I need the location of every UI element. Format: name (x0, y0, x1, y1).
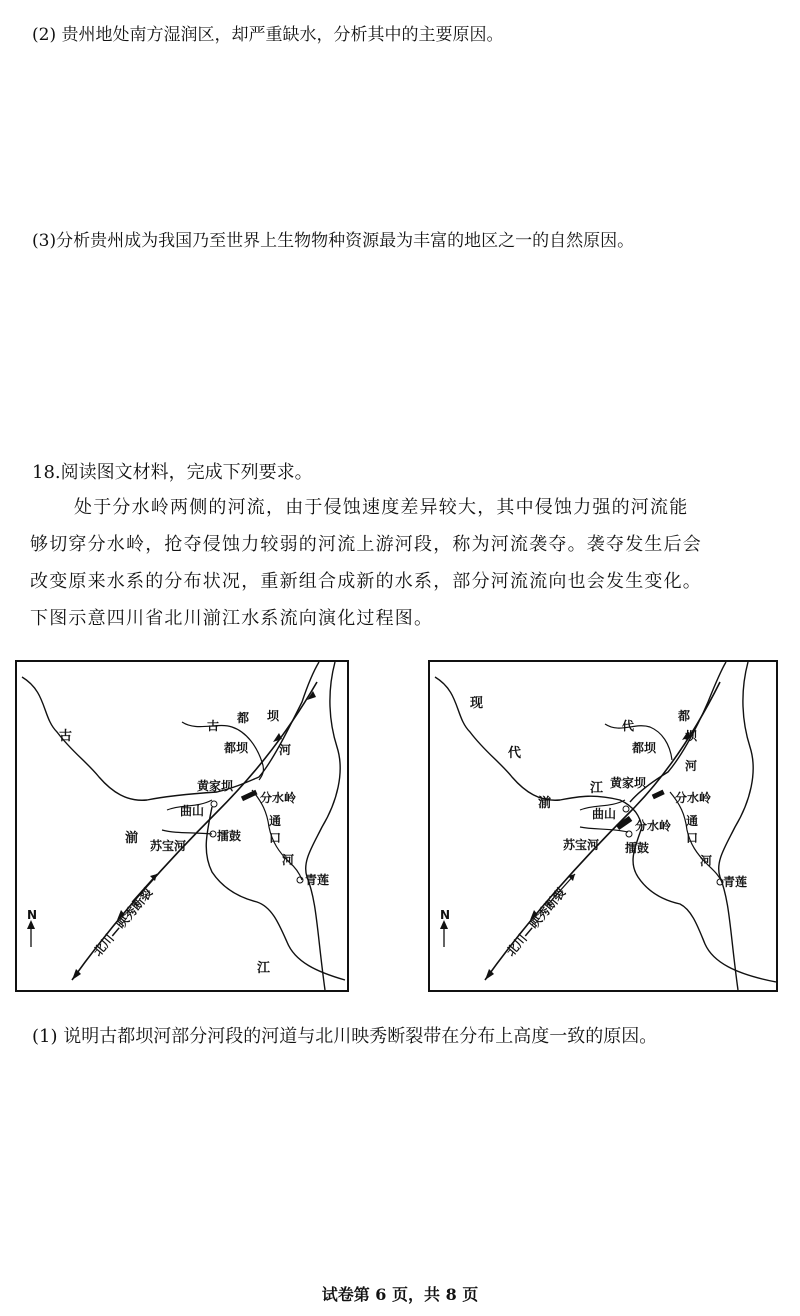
river-subao (162, 830, 212, 834)
paragraph-line: 够切穿分水岭，抢夺侵蚀力较弱的河流上游河段，称为河流袭夺。袭夺发生后会 (30, 534, 702, 555)
label-ba: 坝 (685, 729, 698, 743)
label-gudu-3: 坝 (267, 709, 280, 723)
label-gu: 古 (59, 729, 73, 744)
label-jiang: 江 (257, 961, 271, 976)
map-ancient-drainage (15, 660, 349, 992)
label-dubao: 都坝 (224, 741, 249, 755)
label-gudu-4: 河 (279, 743, 292, 757)
label-north: N (27, 908, 38, 922)
map-modern-drainage (428, 660, 778, 992)
label-jian: 湔 (125, 831, 139, 846)
label-fault: 北川—映秀断裂 (90, 885, 156, 959)
question-17-2: (2) 贵州地处南方湿润区，却严重缺水，分析其中的主要原因。 (32, 25, 504, 45)
label-tongkou-3: 河 (282, 853, 295, 867)
river-guduba (182, 722, 263, 780)
question-18-1: (1) 说明古都坝河部分河段的河道与北川映秀断裂带在分布上高度一致的原因。 (32, 1026, 658, 1047)
label-dai-2: 代 (622, 719, 635, 733)
label-tongkou-3: 河 (700, 854, 713, 868)
label-qinglian: 青莲 (305, 873, 330, 887)
label-jiang: 江 (590, 781, 604, 796)
river-lower-jianjiang (633, 827, 776, 982)
label-fenshuiling: 分水岭 (260, 791, 297, 805)
label-dai: 代 (508, 746, 522, 761)
question-17-3: (3)分析贵州成为我国乃至世界上生物物种资源最为丰富的地区之一的自然原因。 (32, 231, 635, 251)
town-leigu (626, 831, 632, 837)
watershed-marker (652, 790, 665, 800)
town-qushan (623, 806, 629, 812)
river-east (306, 662, 340, 990)
page-footer: 试卷第 6 页，共 8 页 (321, 1285, 479, 1304)
river-east (719, 662, 753, 990)
label-qinglian: 青莲 (723, 875, 748, 889)
label-dubao: 都坝 (632, 741, 657, 755)
label-subao: 苏宝河 (150, 839, 187, 853)
label-north: N (440, 908, 451, 922)
label-fenshuiling: 分水岭 (675, 791, 712, 805)
town-qushan (211, 801, 217, 807)
label-tongkou-1: 通 (269, 814, 282, 828)
label-qushan: 曲山 (592, 807, 617, 821)
paragraph-line: 改变原来水系的分布状况，重新组合成新的水系，部分河流流向也会发生变化。 (30, 571, 702, 592)
label-subao: 苏宝河 (563, 838, 600, 852)
paragraph-line: 下图示意四川省北川湔江水系流向演化过程图。 (30, 608, 434, 629)
question-18-title: 18.阅读图文材料，完成下列要求。 (32, 462, 313, 483)
label-gudu-2: 都 (237, 711, 250, 725)
town-qinglian (297, 877, 303, 883)
label-gudu-1: 古 (207, 719, 220, 733)
label-fenshuiling-new: 分水岭 (635, 819, 672, 833)
label-xian: 现 (470, 696, 484, 711)
label-du: 都 (678, 709, 691, 723)
label-fault: 北川—映秀断裂 (503, 885, 569, 959)
paragraph-line: 处于分水岭两侧的河流，由于侵蚀速度差异较大，其中侵蚀力强的河流能 (74, 497, 689, 518)
label-tongkou-2: 口 (269, 831, 282, 845)
label-jian: 湔 (538, 796, 552, 811)
label-he: 河 (685, 759, 698, 773)
label-leigu: 擂鼓 (625, 841, 650, 855)
label-huangjiaba: 黄家坝 (197, 779, 234, 793)
label-huangjiaba: 黄家坝 (610, 776, 647, 790)
watershed-marker (241, 790, 258, 801)
label-tongkou-2: 口 (686, 831, 699, 845)
label-leigu: 擂鼓 (217, 829, 242, 843)
label-qushan: 曲山 (180, 804, 205, 818)
label-tongkou-1: 通 (686, 814, 699, 828)
